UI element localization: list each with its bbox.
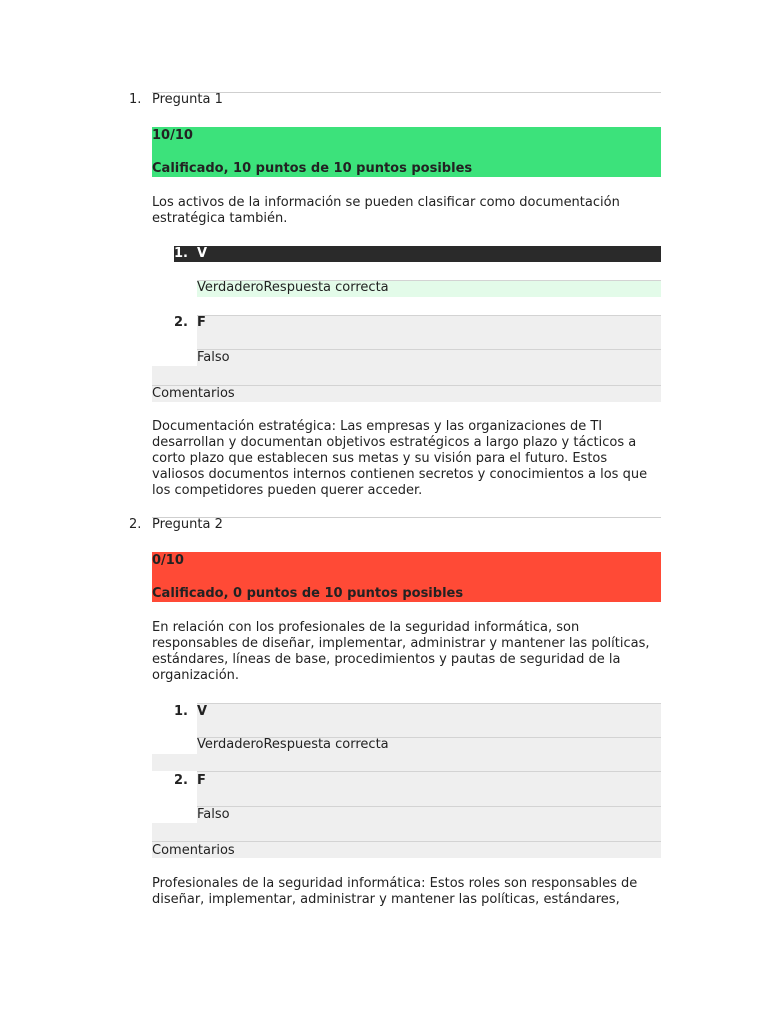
divider <box>152 517 661 518</box>
score-value: 10/10 <box>152 128 193 143</box>
question-prompt: Los activos de la información se pueden clasificar como documentación estratégica también. <box>152 195 620 226</box>
option-padding <box>152 754 197 771</box>
option-number: 1. <box>174 704 188 719</box>
option-text: Falso <box>197 807 230 822</box>
question-prompt: En relación con los profesionales de la seguridad informática, son responsables de diseñar, implementar, administrar y mantener las políticas, estándares, líneas de base, procedimientos y pautas de seguridad de la organización. <box>152 620 650 683</box>
option-row <box>197 315 661 386</box>
option-number: 1. <box>174 246 188 261</box>
question-title: Pregunta 2 <box>152 517 223 532</box>
comment-text: Documentación estratégica: Las empresas y las organizaciones de TI desarrollan y documentan objetivos estratégicos a largo plazo y tácticos a corto plazo que establecen sus metas y su visión para el futuro. Estos valiosos documentos internos contienen secretos y conocimientos a los que los competidores pueden querer acceder. <box>152 419 648 498</box>
question-number: 2. <box>129 517 142 532</box>
score-value: 0/10 <box>152 553 184 568</box>
comments-label: Comentarios <box>152 386 235 401</box>
graded-status: Calificado, 10 puntos de 10 puntos posibles <box>152 161 473 176</box>
score-banner-correct <box>152 127 661 177</box>
option-letter[interactable]: F <box>197 315 206 330</box>
selected-option-bar <box>174 246 661 262</box>
comments-label: Comentarios <box>152 843 235 858</box>
question-title: Pregunta 1 <box>152 92 223 107</box>
option-padding <box>152 366 197 385</box>
option-divider <box>197 349 661 350</box>
option-number: 2. <box>174 773 188 788</box>
option-letter[interactable]: V <box>197 704 208 719</box>
comment-text: Profesionales de la seguridad informática: Estos roles son responsables de diseñar, implementar, administrar y mantener las políticas, estándares, <box>152 876 638 907</box>
option-padding <box>152 823 197 841</box>
option-letter[interactable]: V <box>197 246 208 261</box>
option-letter[interactable]: F <box>197 773 206 788</box>
graded-status: Calificado, 0 puntos de 10 puntos posibles <box>152 586 464 601</box>
option-number: 2. <box>174 315 188 330</box>
option-text: Falso <box>197 350 230 365</box>
option-text: VerdaderoRespuesta correcta <box>197 280 389 295</box>
option-divider <box>197 806 661 807</box>
divider <box>152 92 661 93</box>
question-number: 1. <box>129 92 142 107</box>
option-text: VerdaderoRespuesta correcta <box>197 737 389 752</box>
score-banner-incorrect <box>152 552 661 602</box>
